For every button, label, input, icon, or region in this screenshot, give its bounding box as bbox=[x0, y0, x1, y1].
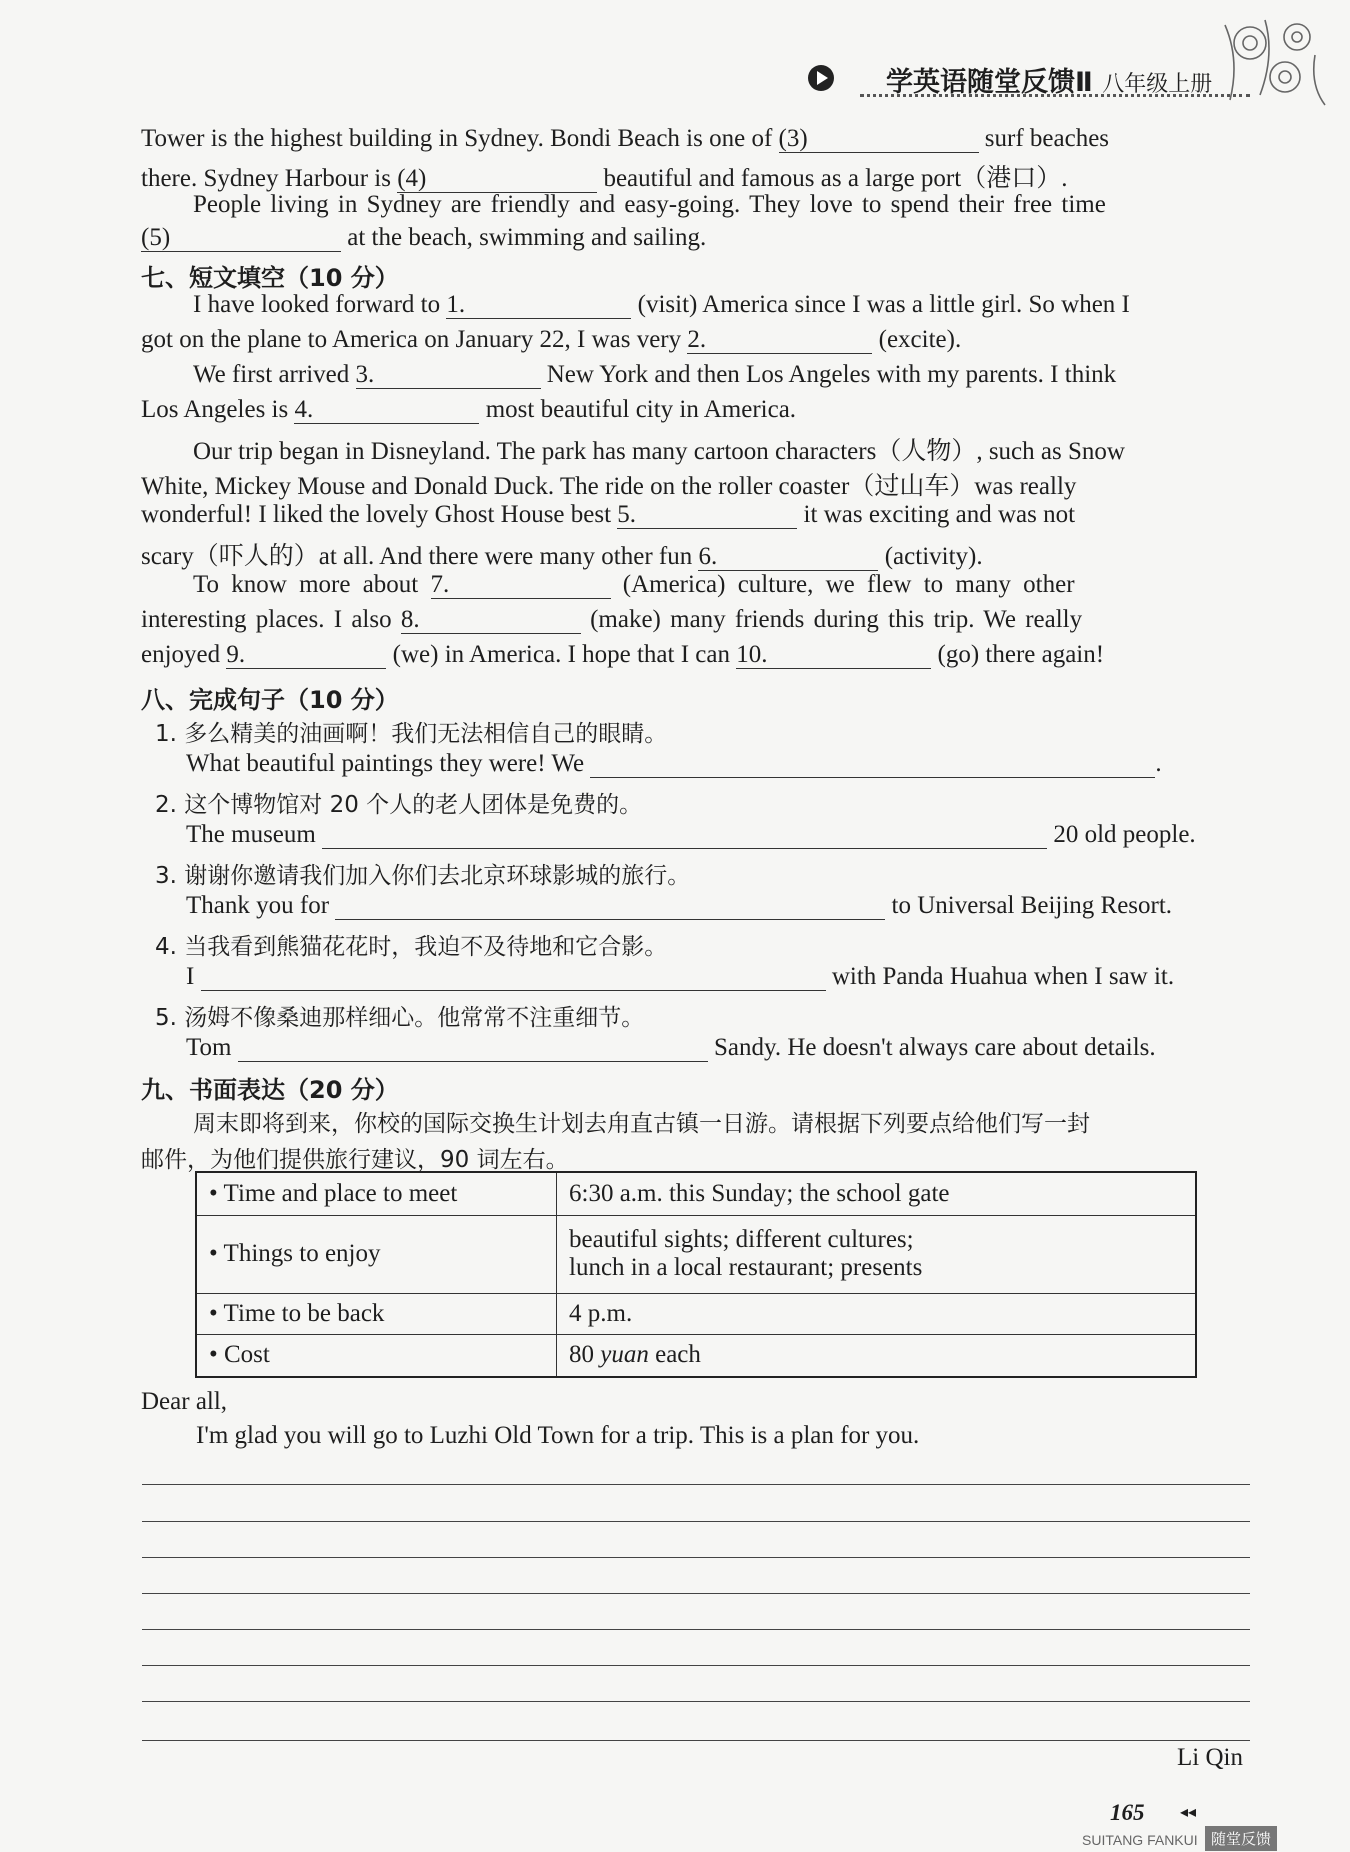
text: I have looked forward to bbox=[193, 291, 447, 318]
double-arrow-icon: ◂◂ bbox=[1180, 1804, 1197, 1821]
q1-english bbox=[186, 750, 1162, 778]
text: at the beach, swimming and sailing. bbox=[341, 224, 707, 251]
q4-english bbox=[186, 963, 1174, 991]
table-row bbox=[196, 1172, 1196, 1215]
table-key: • Time and place to meet bbox=[196, 1172, 557, 1215]
letter-greeting: Dear all, bbox=[141, 1388, 228, 1415]
book-grade: 八年级上册 bbox=[1102, 72, 1213, 97]
text: Tower is the highest building in Sydney. Bondi Beach is one of bbox=[141, 125, 779, 152]
blank-5[interactable] bbox=[141, 225, 341, 252]
passage-line-1 bbox=[141, 125, 1109, 153]
text: there. Sydney Harbour is bbox=[141, 165, 398, 192]
s7-line-6 bbox=[141, 466, 1076, 502]
writing-prompt-1: 周末即将到来，你校的国际交换生计划去甪直古镇一日游。请根据下列要点给他们写一封 bbox=[193, 1111, 1090, 1137]
text: . bbox=[1155, 750, 1162, 777]
text: enjoyed bbox=[141, 641, 227, 668]
book-title-text: 学英语随堂反馈 bbox=[886, 67, 1075, 98]
text: 20 old people. bbox=[1053, 821, 1196, 848]
text: surf beaches bbox=[978, 125, 1110, 152]
text: it was exciting and was not bbox=[797, 501, 1076, 528]
text: New York and then Los Angeles with my parents. I think bbox=[540, 361, 1117, 388]
blank-number: 4. bbox=[294, 396, 314, 423]
table-value-line: lunch in a local restaurant; presents bbox=[569, 1254, 923, 1281]
blank-3[interactable] bbox=[356, 362, 541, 389]
passage-line-3 bbox=[193, 191, 1106, 219]
q3-english bbox=[186, 892, 1172, 920]
table-value-line: beautiful sights; different cultures; bbox=[569, 1226, 914, 1253]
q4-chinese: 4. 当我看到熊猫花花时，我迫不及待地和它合影。 bbox=[155, 934, 668, 960]
blank-4[interactable] bbox=[397, 166, 597, 193]
q4-answer-line[interactable] bbox=[201, 964, 826, 991]
blank-number: (3) bbox=[778, 125, 808, 152]
text: Los Angeles is bbox=[141, 396, 295, 423]
s7-line-9 bbox=[193, 571, 1075, 599]
text: got on the plane to America on January 22, I was very bbox=[141, 326, 688, 353]
blank-2[interactable] bbox=[687, 327, 872, 354]
q5-chinese: 5. 汤姆不像桑迪那样细心。他常常不注重细节。 bbox=[155, 1005, 645, 1031]
table-value bbox=[557, 1215, 1197, 1293]
table-row bbox=[196, 1293, 1196, 1334]
blank-3[interactable] bbox=[779, 126, 979, 153]
text: I bbox=[186, 963, 195, 990]
section-8-title: 八、完成句子（10 分） bbox=[141, 686, 399, 714]
trip-info-table bbox=[195, 1171, 1197, 1378]
book-volume: Ⅱ bbox=[1075, 67, 1093, 98]
text: (make) many friends during this trip. We really bbox=[580, 606, 1083, 633]
q3-chinese: 3. 谢谢你邀请我们加入你们去北京环球影城的旅行。 bbox=[155, 863, 691, 889]
blank-number: (5) bbox=[141, 224, 171, 251]
header-dotted-rule bbox=[860, 94, 1250, 97]
text: scary（吓人的）at all. And there were many other fun bbox=[141, 543, 699, 570]
s7-line-11 bbox=[141, 641, 1104, 669]
table-key: • Time to be back bbox=[196, 1293, 557, 1334]
text: Sandy. He doesn't always care about details. bbox=[713, 1034, 1156, 1061]
passage-line-4 bbox=[141, 224, 706, 252]
q2-answer-line[interactable] bbox=[322, 822, 1047, 849]
blank-number: 3. bbox=[355, 361, 375, 388]
s7-line-3 bbox=[193, 361, 1116, 389]
section-7-title: 七、短文填空（10 分） bbox=[141, 264, 399, 292]
blank-number: 8. bbox=[400, 606, 420, 633]
table-row bbox=[196, 1334, 1196, 1377]
footer-label: 随堂反馈 bbox=[1205, 1826, 1277, 1851]
footer-pinyin: SUITANG FANKUI bbox=[1082, 1832, 1198, 1848]
text: We first arrived bbox=[193, 361, 356, 388]
blank-number: 2. bbox=[687, 326, 707, 353]
blank-number: 7. bbox=[430, 571, 450, 598]
play-circle-icon bbox=[807, 64, 835, 92]
blank-number: 6. bbox=[698, 543, 718, 570]
blank-10[interactable] bbox=[736, 642, 931, 669]
q3-answer-line[interactable] bbox=[335, 893, 885, 920]
writing-line[interactable] bbox=[142, 1521, 1250, 1522]
text: Thank you for bbox=[186, 892, 330, 919]
blank-number: 5. bbox=[617, 501, 637, 528]
passage-line-2 bbox=[141, 158, 1067, 194]
blank-1[interactable] bbox=[446, 292, 631, 319]
text: each bbox=[648, 1341, 701, 1369]
writing-line[interactable] bbox=[142, 1740, 1250, 1741]
s7-line-5 bbox=[193, 431, 1125, 467]
text: most beautiful city in America. bbox=[479, 396, 797, 423]
s7-line-8 bbox=[141, 536, 983, 572]
blank-4[interactable] bbox=[294, 397, 479, 424]
blank-number: (4) bbox=[397, 165, 427, 192]
blank-7[interactable] bbox=[431, 572, 611, 599]
writing-line[interactable] bbox=[142, 1593, 1250, 1594]
text: Tom bbox=[186, 1034, 232, 1061]
text: What beautiful paintings they were! We bbox=[186, 750, 585, 777]
table-row bbox=[196, 1215, 1196, 1293]
q2-english bbox=[186, 821, 1196, 849]
s7-line-7 bbox=[141, 501, 1075, 529]
writing-line[interactable] bbox=[142, 1557, 1250, 1558]
writing-line[interactable] bbox=[142, 1484, 1250, 1485]
text: to Universal Beijing Resort. bbox=[891, 892, 1173, 919]
blank-number: 9. bbox=[226, 641, 246, 668]
text: (activity). bbox=[878, 543, 983, 570]
q2-chinese: 2. 这个博物馆对 20 个人的老人团体是免费的。 bbox=[155, 792, 643, 818]
text: (visit) America since I was a little girl. So when I bbox=[631, 291, 1130, 318]
text: beautiful and famous as a large port（港口）. bbox=[597, 165, 1068, 192]
q1-chinese: 1. 多么精美的油画啊！我们无法相信自己的眼睛。 bbox=[155, 721, 668, 747]
s7-line-10 bbox=[141, 606, 1082, 634]
s7-line-1 bbox=[193, 291, 1130, 319]
section-9-title: 九、书面表达（20 分） bbox=[141, 1076, 399, 1104]
letter-opening: I'm glad you will go to Luzhi Old Town for a trip. This is a plan for you. bbox=[196, 1422, 920, 1449]
s7-line-4 bbox=[141, 396, 796, 424]
writing-line[interactable] bbox=[142, 1701, 1250, 1702]
s7-line-2 bbox=[141, 326, 961, 354]
writing-line[interactable] bbox=[142, 1665, 1250, 1666]
q5-english bbox=[186, 1034, 1156, 1062]
blank-8[interactable] bbox=[401, 607, 581, 634]
text: Our trip began in Disneyland. The park has many cartoon characters（人物）, such as Snow bbox=[193, 438, 1125, 465]
text: People living in Sydney are friendly and easy-going. They love to spend their free time bbox=[193, 191, 1106, 218]
table-key: • Things to enjoy bbox=[196, 1215, 557, 1293]
text: wonderful! I liked the lovely Ghost House best bbox=[141, 501, 618, 528]
text: (excite). bbox=[872, 326, 962, 353]
blank-number: 10. bbox=[736, 641, 768, 668]
text: interesting places. I also bbox=[141, 606, 401, 633]
page-number: 165 bbox=[1110, 1800, 1145, 1825]
writing-line[interactable] bbox=[142, 1629, 1250, 1630]
text-italic: yuan bbox=[600, 1341, 649, 1369]
text: 80 bbox=[569, 1341, 601, 1369]
text: The museum bbox=[186, 821, 316, 848]
blank-5[interactable] bbox=[617, 502, 797, 529]
text: with Panda Huahua when I saw it. bbox=[831, 963, 1175, 990]
blank-number: 1. bbox=[446, 291, 466, 318]
blank-9[interactable] bbox=[226, 642, 386, 669]
text: (go) there again! bbox=[931, 641, 1105, 668]
writing-prompt-2: 邮件，为他们提供旅行建议，90 词左右。 bbox=[141, 1147, 569, 1173]
table-value bbox=[557, 1334, 1197, 1377]
text: (America) culture, we flew to many other bbox=[610, 571, 1075, 598]
blank-6[interactable] bbox=[698, 544, 878, 571]
q1-answer-line[interactable] bbox=[590, 751, 1155, 778]
text: To know more about bbox=[193, 571, 431, 598]
table-value: 4 p.m. bbox=[557, 1293, 1197, 1334]
q5-answer-line[interactable] bbox=[238, 1035, 708, 1062]
letter-signature: Li Qin bbox=[1177, 1744, 1243, 1771]
table-value: 6:30 a.m. this Sunday; the school gate bbox=[557, 1172, 1197, 1215]
text: White, Mickey Mouse and Donald Duck. The ride on the roller coaster（过山车）was really bbox=[141, 473, 1077, 500]
table-key: • Cost bbox=[196, 1334, 557, 1377]
text: (we) in America. I hope that I can bbox=[386, 641, 737, 668]
